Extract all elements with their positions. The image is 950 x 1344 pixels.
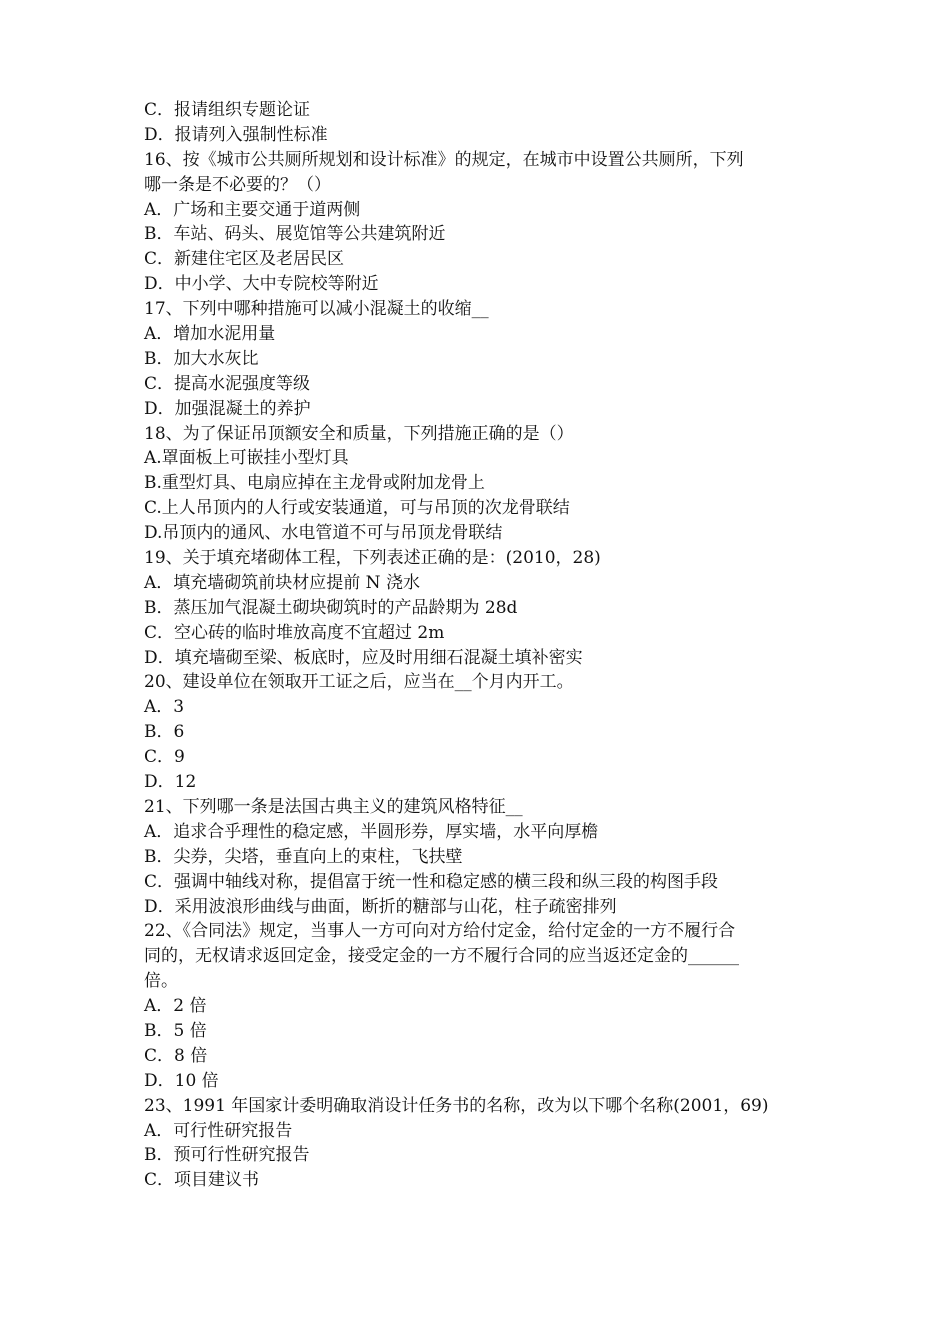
option-line: A．可行性研究报告 (144, 1120, 293, 1141)
option-line: A．广场和主要交通于道两侧 (144, 199, 361, 220)
option-line: C．提高水泥强度等级 (144, 373, 311, 394)
option-line: C．项目建议书 (144, 1170, 260, 1191)
option-line: C．新建住宅区及老居民区 (144, 249, 345, 270)
option-line: C．空心砖的临时堆放高度不宜超过 2m (144, 622, 445, 643)
text-line: 倍。 (144, 971, 178, 992)
question-23: 23、1991 年国家计委明确取消设计任务书的名称，改为以下哪个名称(2001，69) (144, 1095, 769, 1116)
option-line: D．填充墙砌至梁、板底时，应及时用细石混凝土填补密实 (144, 647, 583, 668)
option-line: C．8 倍 (144, 1045, 208, 1066)
option-line: B．尖券，尖塔，垂直向上的束柱，飞扶壁 (144, 846, 463, 867)
option-line: B.重型灯具、电扇应掉在主龙骨或附加龙骨上 (144, 473, 485, 494)
option-line: C．强调中轴线对称，提倡富于统一性和稳定感的横三段和纵三段的构图手段 (144, 871, 719, 892)
option-line: C．9 (144, 747, 185, 768)
option-line: B．6 (144, 722, 185, 743)
option-line: B．车站、码头、展览馆等公共建筑附近 (144, 224, 446, 245)
option-line: A．填充墙砌筑前块材应提前 N 浇水 (144, 572, 420, 593)
question-19: 19、关于填充堵砌体工程，下列表述正确的是：(2010，28) (144, 548, 601, 569)
option-line: B．蒸压加气混凝土砌块砌筑时的产品龄期为 28d (144, 597, 518, 618)
option-line: A．增加水泥用量 (144, 324, 276, 345)
option-line: D.吊顶内的通风、水电管道不可与吊顶龙骨联结 (144, 523, 503, 544)
option-line: A．2 倍 (144, 996, 207, 1017)
option-line: A．追求合乎理性的稳定感，半圆形券，厚实墙，水平向厚檐 (144, 821, 599, 842)
question-22: 22、《合同法》规定，当事人一方可向对方给付定金，给付定金的一方不履行合 (144, 921, 736, 942)
option-line: D．中小学、大中专院校等附近 (144, 274, 379, 295)
option-line: D．12 (144, 772, 197, 793)
text-line: 哪一条是不必要的？（） (144, 174, 331, 195)
question-17: 17、下列中哪种措施可以减小混凝土的收缩__ (144, 299, 489, 320)
question-16: 16、按《城市公共厕所规划和设计标准》的规定，在城市中设置公共厕所，下列 (144, 149, 744, 170)
question-21: 21、下列哪一条是法国古典主义的建筑风格特征__ (144, 796, 523, 817)
option-line: B．5 倍 (144, 1020, 207, 1041)
option-line: D．采用波浪形曲线与曲面，断折的糖部与山花，柱子疏密排列 (144, 896, 617, 917)
text-line: C．报请组织专题论证 (144, 100, 311, 120)
option-line: D．加强混凝土的养护 (144, 398, 311, 419)
question-20: 20、建设单位在领取开工证之后，应当在__个月内开工。 (144, 672, 574, 693)
text-line: 同的，无权请求返回定金，接受定金的一方不履行合同的应当返还定金的______ (144, 946, 739, 967)
option-line: B．预可行性研究报告 (144, 1145, 310, 1166)
option-line: A．3 (144, 697, 185, 718)
text-line: D．报请列入强制性标准 (144, 124, 328, 145)
option-line: B．加大水灰比 (144, 348, 259, 369)
option-line: D．10 倍 (144, 1070, 219, 1091)
document-page (144, 98, 816, 1193)
option-line: A.罩面板上可嵌挂小型灯具 (144, 448, 349, 469)
question-18: 18、为了保证吊顶额安全和质量，下列措施正确的是（） (144, 423, 574, 444)
option-line: C.上人吊顶内的人行或安装通道，可与吊顶的次龙骨联结 (144, 498, 570, 519)
